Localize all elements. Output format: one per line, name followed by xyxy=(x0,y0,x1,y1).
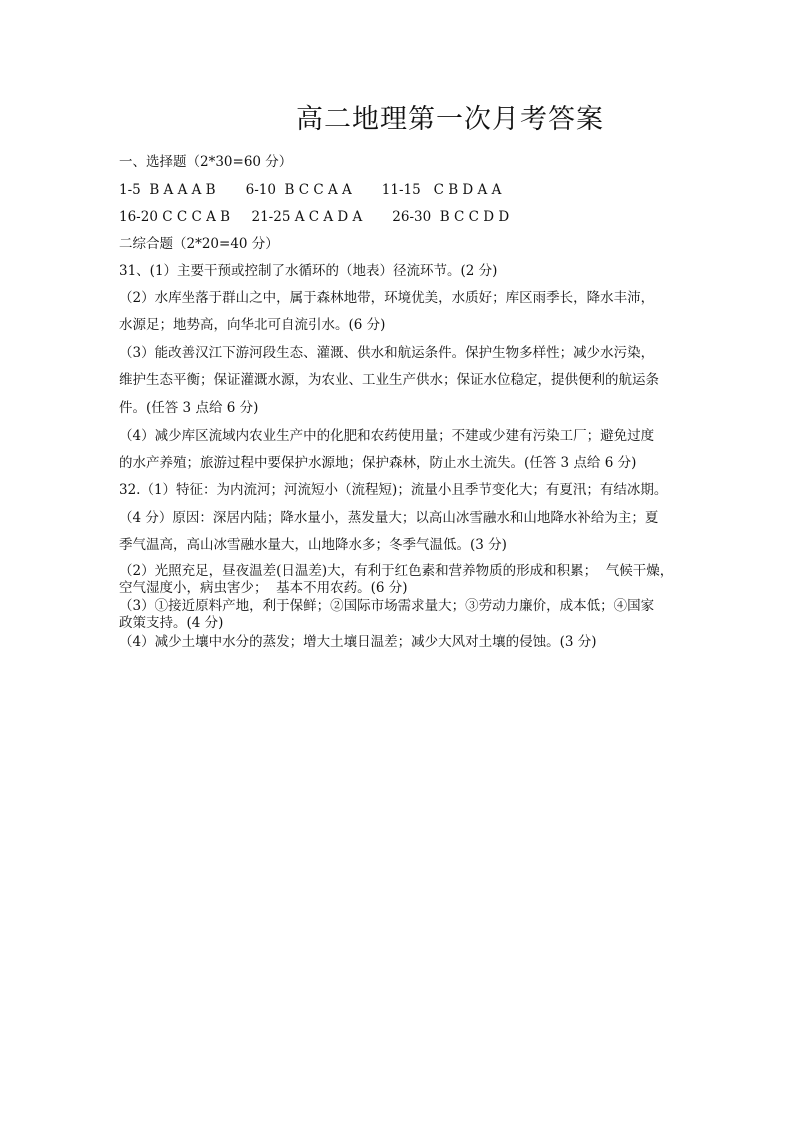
answer-32-part-2-line-2: 空气湿度小，病虫害少； 基本不用农药。(6 分) xyxy=(119,580,408,596)
choice-answers-row-1: 1-5 B A A A B 6-10 B C C A A 11-15 C B D A A xyxy=(119,182,502,198)
answer-32-part-4: （4）减少土壤中水分的蒸发；增大土壤日温差；减少大风对土壤的侵蚀。(3 分) xyxy=(119,634,597,650)
answer-32-part-2-line-1: （2）光照充足，昼夜温差(日温差)大，有利于红色素和营养物质的形成和积累； 气候干燥， xyxy=(119,563,674,579)
choice-heading: 一、选择题（2*30=60 分） xyxy=(119,154,293,170)
answer-31-part-1: 31、(1）主要干预或控制了水循环的（地表）径流环节。(2 分) xyxy=(119,263,498,279)
answer-31-part-4-line-1: （4）减少库区流域内农业生产中的化肥和农药使用量；不建或少建有污染工厂；避免过度 xyxy=(119,428,655,444)
comprehensive-heading: 二综合题（2*20=40 分） xyxy=(119,236,279,252)
answer-31-part-2-line-2: 水源足；地势高，向华北可自流引水。(6 分) xyxy=(119,317,386,333)
answer-31-part-3-line-2: 维护生态平衡；保证灌溉水源，为农业、工业生产供水；保证水位稳定，提供便利的航运条 xyxy=(119,372,659,388)
answer-32-part-3-line-2: 政策支持。(4 分) xyxy=(119,615,224,631)
answer-31-part-3-line-1: （3）能改善汉江下游河段生态、灌溉、供水和航运条件。保护生物多样性；减少水污染， xyxy=(119,345,655,361)
answer-32-part-3-line-1: （3）①接近原料产地，利于保鲜；②国际市场需求量大；③劳动力廉价，成本低；④国家 xyxy=(119,598,655,614)
page-title: 高二地理第一次月考答案 xyxy=(296,104,604,135)
answer-32-part-1-line-1: 32.（1）特征：为内流河；河流短小（流程短)；流量小且季节变化大；有夏汛；有结冰期。 xyxy=(119,482,668,498)
answer-31-part-2-line-1: （2）水库坐落于群山之中，属于森林地带，环境优美，水质好；库区雨季长，降水丰沛， xyxy=(119,290,655,306)
answer-31-part-3-line-3: 件。(任答 3 点给 6 分) xyxy=(119,400,259,416)
answer-32-part-1-line-3: 季气温高，高山冰雪融水量大，山地降水多；冬季气温低。(3 分) xyxy=(119,537,507,553)
answer-32-part-1-line-2: （4 分）原因：深居内陆；降水量小，蒸发量大；以高山冰雪融水和山地降水补给为主；夏 xyxy=(119,510,659,526)
answer-31-part-4-line-2: 的水产养殖；旅游过程中要保护水源地；保护森林，防止水土流失。(任答 3 点给 6 分) xyxy=(119,455,637,471)
choice-answers-row-2: 16-20 C C C A B 21-25 A C A D A 26-30 B C C D D xyxy=(119,209,510,225)
